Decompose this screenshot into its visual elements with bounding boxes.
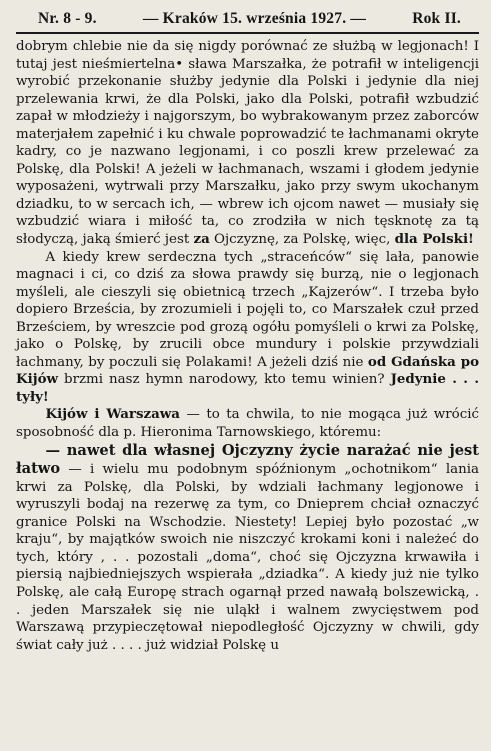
text-run: dobrym chlebie nie da się nigdy porównać ze służbą w legjonach! I tutaj jest nieśmiertelna• sława Marszałka, że potrafił w inteligencji wyrobić przekonanie służby jedynie dla Polski i jedynie dla niej przelewania krwi, że dla Polski, jako dla Polski, potrafił wzbudzić zapał w młodzieży i najgorszym, bo wybrakowanym przez zaborców materjałem zapełnić i ku chwale poprowadzić te łachmanami okryte kadry, co je nazwano legjonami, i co poszli krew przelewać za Polskę, dla Polski! A jeżeli w łachmanach, wszami i głodem jedynie wyposażeni, wytrwali przy Marszałku, jako przy swym ukochanym dziadku, to w sercach ich, — wbrew ich ojcom nawet — musiały się wzbudzić wiara i miłość ta, co zrodziła w nich tęsknotę za tą słodyczą, jaką śmierć jest — [16, 39, 479, 248]
place-and-date: — Kraków 15. września 1927. — — [142, 10, 367, 27]
paragraph — [16, 442, 479, 655]
paragraph — [16, 38, 479, 249]
text-run: Ojczyznę, za Polskę, więc, — [209, 232, 395, 248]
bold-text-run: dla Polski! — [394, 231, 474, 248]
page-header — [16, 6, 479, 31]
issue-number: Nr. 8 - 9. — [38, 10, 97, 27]
bold-text-run: Jedynie . . . tyły! — [16, 371, 479, 405]
paragraph — [16, 249, 479, 407]
bold-text-run: Kijów i Warszawa — [45, 406, 180, 423]
bold-text-run: od Gdańska po Kijów — [16, 353, 479, 388]
text-run: A kiedy krew serdeczna tych „straceńców“ się lała, panowie magnaci i ci, co dziś za słowa prawdy się burzą, nie o legjonach myśleli, ale cieszyli się obietnicą trzech „Kajzerów“. I trzeba było dopiero Brześcia, by zrozumieli i pojęli to, co Marszałek czuł przed Brześciem, by wreszcie pod grozą ogółu pomyśleli o krwi za Polskę, jako o Polskę, by zrucili obce mundury i polskie przywdziali łachmany, by poczuli się Polakami! A jeżeli dziś nie — [16, 249, 479, 370]
text-run: — to ta chwila, to nie mogąca już wrócić sposobność dla p. Hieronima Tarnowskiego, któremu: — [16, 407, 479, 441]
bold-text-run: — nawet dla własnej Ojczyzny życie narażać nie jest łatwo — [16, 441, 479, 478]
paragraph — [16, 406, 479, 441]
bold-text-run: za — [193, 231, 210, 248]
text-run: brzmi nasz hymn narodowy, kto temu winien? — [58, 372, 391, 388]
article-body — [16, 38, 479, 654]
publication-year: Rok II. — [412, 10, 461, 27]
header-rule — [16, 32, 479, 34]
text-run: — i wielu mu podobnym spóźnionym „ochotnikom“ lania krwi za Polskę, dla Polski, by wdziali łachmany legjonowe i wyruszyli bodaj na rezerwę za tym, co Dnieprem chciał oznaczyć granice Polski na Wschodzie. Niestety! Lepiej było pozostać „w kraju“, by majątków swoich nie niszczyć krokami koni i należeć do tych, który , . . pozostali „doma“, choć się Ojczyzna krwawiła i piersią najbiedniejszych wspierała „dziadka“. A kiedy już nie tylko Polskę, ale całą Europę strach ogarnął przed nawałą bolszewicką, . . jeden Marszałek się nie uląkł i walnem zwycięstwem pod Warszawą przypieczętował niepodległość Ojczyzny w chwili, gdy świat cały już . . . . już widział Polskę u — [16, 462, 479, 653]
